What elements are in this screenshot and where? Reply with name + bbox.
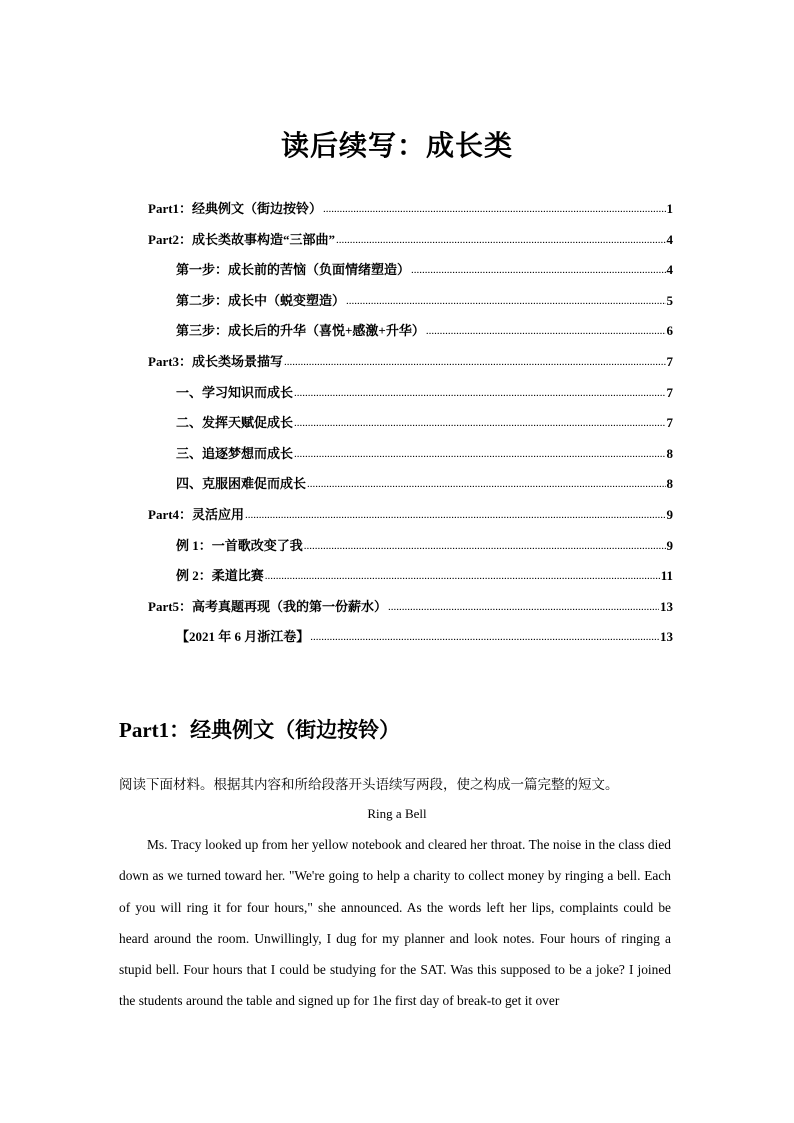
toc-entry-page: 5 bbox=[666, 292, 673, 308]
toc-entry-label: Part4：灵活应用 bbox=[148, 507, 245, 522]
toc-entry-label: Part2：成长类故事构造“三部曲” bbox=[148, 231, 336, 247]
toc-dot-leader bbox=[294, 415, 665, 431]
toc-entry-label: Part3：成长类场景描写 bbox=[148, 354, 284, 369]
toc-entry[interactable] bbox=[148, 501, 673, 523]
toc-entry-label: 一、学习知识而成长 bbox=[176, 384, 294, 400]
toc-entry-page: 13 bbox=[660, 598, 673, 614]
toc-entry-label: 四、克服困难促而成长 bbox=[176, 476, 307, 492]
toc-entry-page: 9 bbox=[666, 537, 673, 553]
toc-entry-label: 【2021 年 6 月浙江卷】 bbox=[176, 629, 310, 645]
toc-entry[interactable] bbox=[176, 379, 673, 401]
toc-entry-page: 11 bbox=[660, 568, 673, 584]
toc-entry[interactable] bbox=[176, 256, 673, 278]
toc-entry[interactable] bbox=[176, 287, 673, 309]
toc-dot-leader bbox=[307, 476, 665, 492]
toc-entry-label: 三、追逐梦想而成长 bbox=[176, 445, 294, 461]
story-paragraph: Ms. Tracy looked up from her yellow notebook and cleared her throat. The noise in the class died down as we turned toward her. "We're going to help a charity to collect money by ringing a bell. Each of you will ring it for four hours," she announced. As the words left her lips, complaints could be heard around the room. Unwillingly, I dug for my planner and look notes. Four hours of ringing a stupid bell. Four hours that I could be studying for the SAT. Was this supposed to be a joke? I joined the students around the table and signed up for 1he first day of break-to get it over bbox=[119, 837, 671, 1009]
toc-entry-label: Part5：高考真题再现（我的第一份薪水） bbox=[148, 598, 388, 614]
toc-dot-leader bbox=[294, 385, 665, 401]
toc-dot-leader bbox=[323, 201, 665, 217]
toc-entry-label: 第二步：成长中（蜕变塑造） bbox=[176, 292, 346, 308]
toc-entry[interactable] bbox=[176, 623, 673, 645]
toc-dot-leader bbox=[310, 629, 659, 645]
toc-entry-label: 第三步：成长后的升华（喜悦+感激+升华） bbox=[176, 323, 425, 339]
toc-entry[interactable] bbox=[148, 195, 673, 217]
toc-entry-page: 7 bbox=[666, 354, 673, 369]
toc-entry-label: Part1：经典例文（街边按铃） bbox=[148, 201, 323, 216]
toc-dot-leader bbox=[346, 293, 665, 309]
toc-entry-label: 例 1：一首歌改变了我 bbox=[176, 537, 303, 553]
toc-entry-label: 二、发挥天赋促成长 bbox=[176, 415, 294, 431]
toc-dot-leader bbox=[265, 568, 660, 584]
toc-entry[interactable] bbox=[176, 440, 673, 462]
toc-entry-page: 8 bbox=[666, 476, 673, 492]
toc-entry-page: 6 bbox=[666, 323, 673, 339]
story-title: Ring a Bell bbox=[367, 806, 427, 821]
toc-dot-leader bbox=[336, 232, 665, 248]
toc-entry[interactable] bbox=[148, 226, 673, 248]
toc-dot-leader bbox=[304, 538, 666, 554]
toc-entry-label: 例 2：柔道比赛 bbox=[176, 568, 264, 584]
toc-dot-leader bbox=[245, 507, 665, 523]
toc-entry[interactable] bbox=[176, 532, 673, 554]
section-heading: Part1：经典例文（街边按铃） bbox=[119, 718, 401, 742]
toc-entry[interactable] bbox=[176, 470, 673, 492]
toc-entry[interactable] bbox=[148, 593, 673, 615]
toc-dot-leader bbox=[284, 354, 665, 370]
toc-dot-leader bbox=[388, 599, 659, 615]
toc-entry-page: 1 bbox=[666, 201, 673, 216]
toc-entry-page: 7 bbox=[666, 415, 673, 431]
toc-entry-page: 4 bbox=[666, 262, 673, 278]
toc-entry-page: 13 bbox=[660, 629, 673, 645]
toc-entry-page: 7 bbox=[666, 384, 673, 400]
toc-entry[interactable] bbox=[176, 317, 673, 339]
toc-dot-leader bbox=[294, 446, 665, 462]
toc-dot-leader bbox=[411, 262, 665, 278]
toc-entry[interactable] bbox=[176, 409, 673, 431]
toc-entry-page: 4 bbox=[666, 231, 673, 247]
document-title: 读后续写：成长类 bbox=[280, 131, 513, 162]
toc-entry[interactable] bbox=[176, 562, 673, 584]
toc-entry-page: 8 bbox=[666, 445, 673, 461]
instruction-text: 阅读下面材料。根据其内容和所给段落开头语续写两段，使之构成一篇完整的短文。 bbox=[119, 777, 619, 792]
toc-dot-leader bbox=[426, 323, 666, 339]
toc-entry-page: 9 bbox=[666, 507, 673, 522]
toc-entry[interactable] bbox=[148, 348, 673, 370]
toc-entry-label: 第一步：成长前的苦恼（负面情绪塑造） bbox=[176, 262, 411, 278]
